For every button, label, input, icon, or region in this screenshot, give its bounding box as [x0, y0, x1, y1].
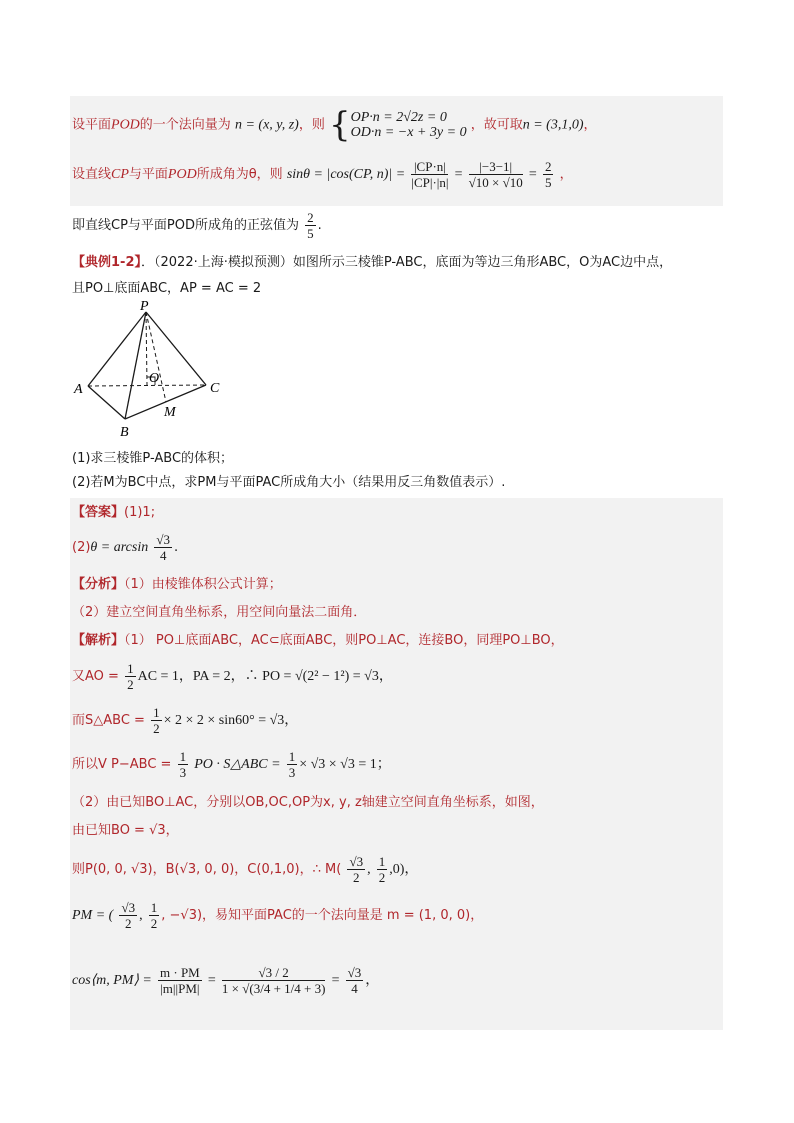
label-A: A	[74, 382, 83, 397]
fraction: $\frac{m \cdot PM}{|m||PM|}$	[160, 965, 200, 996]
edge-PB	[125, 312, 146, 419]
fraction: $\frac{|CP\cdot n|}{|CP|\cdot|n|}$	[411, 159, 449, 190]
label-O: O	[149, 371, 160, 386]
question-2: (2)若M为BC中点，求PM与平面PAC所成角大小（结果用反三角数值表示）.	[72, 475, 506, 490]
example-heading: 【典例1-2】．（2022·上海·模拟预测）如图所示三棱锥P-ABC，底面为等边三角形ABC，O为AC边中点，	[72, 255, 673, 270]
solution-line-9: cos⟨m, PM⟩ = $\frac{m \cdot PM}{|m||PM|}$ = $\frac{√3 / 2}{1 \times √(3/4 + 1/4 + 3)}$ = $\frac{√3}{4}$ ，	[72, 965, 380, 996]
fraction: $\frac{1}{3}$	[179, 749, 187, 780]
solution-line-5: （2）由已知BO⊥AC，分别以OB,OC,OP为x, y, z轴建立空间直角坐标系，如图，	[72, 795, 544, 810]
fraction: $\frac{√3}{4}$	[347, 965, 362, 996]
answer-line-1: 【答案】(1)1;	[72, 505, 156, 520]
solution-line-8: PM = ( $\frac{√3}{2}$ , $\frac{1}{2}$ , −√3)，易知平面PAC的一个法向量是 m = (1, 0, 0)，	[72, 900, 484, 931]
solution-line-7: 则P(0, 0, √3)，B(√3, 0, 0)，C(0,1,0)，∴ M( $\frac{√3}{2}$ , $\frac{1}{2}$ ,0)，	[72, 854, 419, 885]
fraction: $\frac{√3}{4}$	[156, 532, 171, 563]
fraction: $\frac{1}{2}$	[127, 661, 134, 692]
solution-line-2: 又AO = $\frac{1}{2}$ AC = 1，PA = 2，∴ PO = √(2² − 1²) = √3，	[72, 661, 393, 692]
fraction: $\frac{√3}{2}$	[349, 854, 364, 885]
label-C: C	[210, 381, 220, 396]
analysis-line-2: （2）建立空间直角坐标系，用空间向量法二面角．	[72, 605, 367, 620]
segment-PO	[146, 312, 147, 385]
label-P: P	[140, 300, 149, 314]
fraction: $\frac{1}{2}$	[153, 705, 160, 736]
example-condition: 且PO⊥底面ABC，AP = AC = 2	[72, 281, 262, 296]
conclusion-line: 即直线CP与平面POD所成角的正弦值为 $\frac{2}{5}$ .	[72, 210, 322, 241]
analysis-line-1: 【分析】（1）由棱锥体积公式计算；	[72, 577, 282, 592]
solution-line-4: 所以V P−ABC = $\frac{1}{3}$ PO · S△ABC = $\frac{1}{3}$ × √3 × √3 = 1；	[72, 749, 391, 780]
fraction: $\frac{1}{2}$	[378, 854, 386, 885]
solution-line-1: 【解析】（1） PO⊥底面ABC，AC⊂底面ABC，则PO⊥AC，连接BO，同理PO⊥BO，	[72, 633, 564, 648]
fraction: $\frac{|-3-1|}{√10 \times √10}$	[468, 159, 523, 190]
equation-system: OP·n = 2√2z = 0 OD·n = −x + 3y = 0	[350, 110, 467, 140]
pyramid-figure	[72, 300, 232, 440]
segment-PM	[146, 312, 166, 402]
solution-line-3: 而S△ABC = $\frac{1}{2}$ × 2 × 2 × sin60° = √3，	[72, 705, 299, 736]
label-M: M	[164, 405, 176, 420]
fraction: $\frac{1}{2}$	[150, 900, 158, 931]
fraction: $\frac{2}{5}$	[544, 159, 552, 190]
edge-AC-hidden	[88, 385, 206, 386]
fraction: $\frac{√3}{2}$	[121, 900, 136, 931]
edge-AB	[88, 386, 125, 419]
normal-vector-line: 设平面POD的一个法向量为 n = (x, y, z)，则 { OP·n = 2√2z = 0 OD·n = −x + 3y = 0 ，故可取n = (3,1,0)，	[72, 105, 597, 145]
question-1: (1)求三棱锥P-ABC的体积；	[72, 451, 234, 466]
fraction: $\frac{√3 / 2}{1 \times √(3/4 + 1/4 + 3)}$	[221, 965, 326, 996]
answer-line-2: (2)θ = arcsin $\frac{√3}{4}$ .	[72, 532, 179, 563]
fraction: $\frac{2}{5}$	[307, 210, 314, 241]
label-B: B	[120, 425, 129, 440]
edge-PA	[88, 312, 146, 386]
solution-line-6: 由已知BO = √3，	[72, 823, 179, 838]
fraction: $\frac{1}{3}$	[288, 749, 296, 780]
angle-sine-line: 设直线CP与平面POD所成角为θ，则 sinθ = |cos(CP, n)| = $\frac{|CP\cdot n|}{|CP|\cdot|n|}$ = $\frac{|-3-1|}{√10 \times √10}$ = $\frac{2}{5}$ ，	[72, 159, 573, 190]
